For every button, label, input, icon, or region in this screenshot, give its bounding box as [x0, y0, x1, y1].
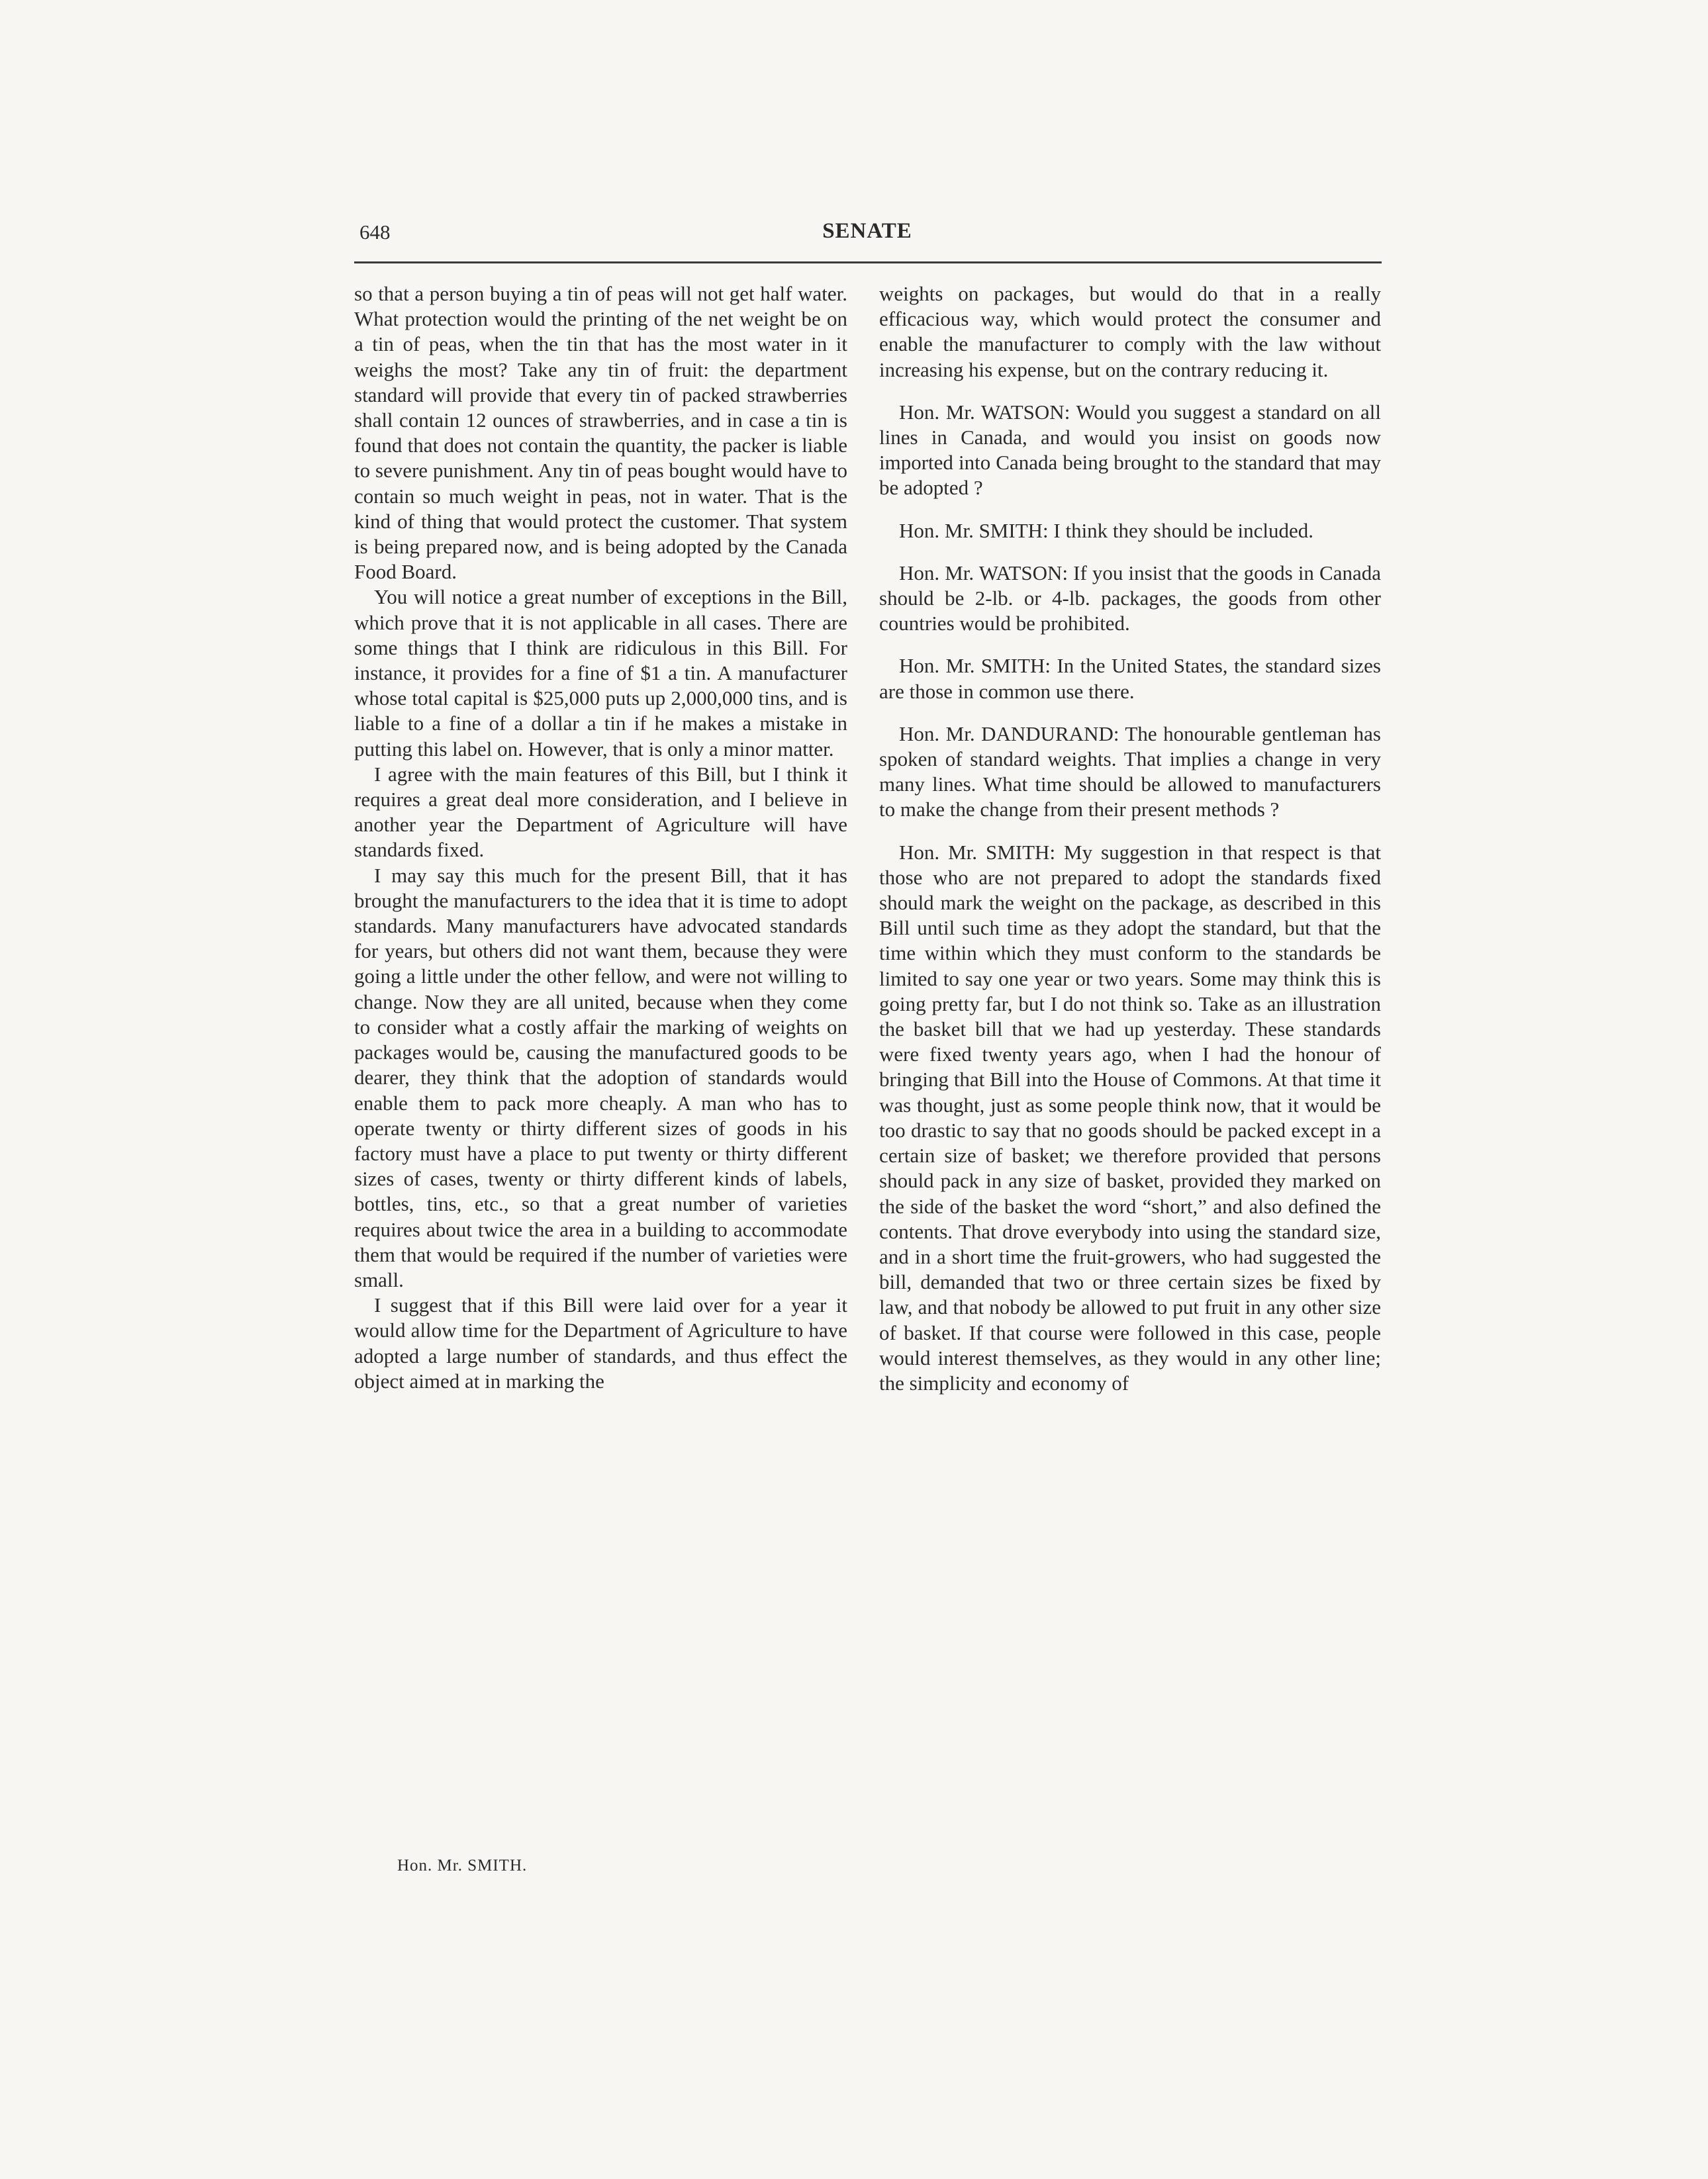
speech-smith: Hon. Mr. SMITH: My suggestion in that respect is that those who are not prepared to adopt the standards fixed should mark the weight on the package, as described in this Bill until such time as they adopt the standard, but that the time within which they must conform to the standards be limited to say one year or two years. Some may think this is going pretty far, but I do not think so. Take as an illustration the basket bill that we had up yesterday. These standards were fixed twenty years ago, when I had the honour of bringing that Bill into the House of Commons. At that time it was thought, just as some people think now, that it would be too drastic to say that no goods should be packed except in a certain size of basket; we therefore provided that persons should pack in any size of basket, provided they marked on the side of the basket the word “short,” and also defined the contents. That drove everybody into using the standard size, and in a short time the fruit-growers, who had suggested the bill, demanded that two or three certain sizes be fixed by law, and that nobody be allowed to put fruit in any other size of basket. If that course were followed in this case, people would interest themselves, as they would in any other line; the simplicity and economy of [879, 840, 1381, 1395]
footer-speaker: Hon. Mr. SMITH. [397, 1857, 528, 1875]
speech-dandurand: Hon. Mr. DANDURAND: The honourable gentleman has spoken of standard weights. That implies a change in very many lines. What time should be allowed to manufacturers to make the change from their present methods ? [879, 721, 1381, 821]
paragraph: You will notice a great number of exceptions in the Bill, which prove that it is not applicable in all cases. There are some things that I think are ridiculous in this Bill. For instance, it provides for a fine of $1 a tin. A manufacturer whose total capital is $25,000 puts up 2,000,000 tins, and is liable to a fine of a dollar a tin if he makes a mistake in putting this label on. However, that is only a minor matter. [354, 585, 847, 761]
page-title: SENATE [822, 219, 912, 243]
page-number: 648 [359, 220, 391, 244]
speech-smith: Hon. Mr. SMITH: I think they should be included. [899, 518, 1313, 542]
paragraph: I suggest that if this Bill were laid over for a year it would allow time for the Department of Agriculture to have adopted a large number of standards, and thus effect the object aimed at in marking the [354, 1293, 847, 1393]
paragraph: I agree with the main features of this Bill, but I think it requires a great deal more consideration, and I believe in another year the Department of Agriculture will have standards fixed. [354, 762, 847, 862]
right-column [879, 281, 1381, 1890]
speech-watson: Hon. Mr. WATSON: Would you suggest a standard on all lines in Canada, and would you insist on goods now imported into Canada being brought to the standard that may be adopted ? [879, 400, 1381, 500]
paragraph: so that a person buying a tin of peas will not get half water. What protection would the printing of the net weight be on a tin of peas, when the tin that has the most water in it weighs the most? Take any tin of fruit: the department standard will provide that every tin of packed strawberries shall contain 12 ounces of strawberries, and in case a tin is found that does not contain the quantity, the packer is liable to severe punishment. Any tin of peas bought would have to contain so much weight in peas, not in water. That is the kind of thing that would protect the customer. That system is being prepared now, and is being adopted by the Canada Food Board. [354, 282, 847, 584]
paragraph: I may say this much for the present Bill, that it has brought the manufacturers to the idea that it is time to adopt standards. Many manufacturers have advocated standards for years, but others did not want them, because they were going a little under the other fellow, and were not willing to change. Now they are all united, because when they come to consider what a costly affair the marking of weights on packages would be, causing the manufactured goods to be dearer, they think that the adoption of standards would enable them to pack more cheaply. A man who has to operate twenty or thirty different sizes of goods in his factory must have a place to put twenty or thirty different sizes of cases, twenty or thirty different kinds of labels, bottles, tins, etc., so that a great number of varieties requires about twice the area in a building to accommodate them that would be required if the number of varieties were small. [354, 863, 847, 1291]
page-header [354, 215, 1380, 255]
left-column [354, 281, 847, 1890]
header-rule [354, 261, 1382, 263]
speech-smith: Hon. Mr. SMITH: In the United States, the standard sizes are those in common use there. [879, 654, 1381, 703]
paragraph: weights on packages, but would do that in a really efficacious way, which would protect the consumer and enable the manufacturer to comply with the law without increasing his expense, but on the contrary reducing it. [879, 282, 1381, 381]
speech-watson: Hon. Mr. WATSON: If you insist that the goods in Canada should be 2-lb. or 4-lb. packages, the goods from other countries would be prohibited. [879, 561, 1381, 635]
